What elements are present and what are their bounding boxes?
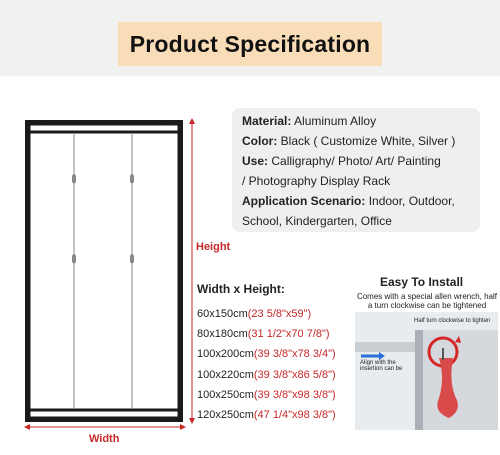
size-row: 100x220cm(39 3/8"x86 5/8") — [197, 369, 336, 381]
spec-use-cont: / Photography Display Rack — [242, 174, 391, 188]
size-row: 120x250cm(47 1/4"x98 3/8") — [197, 409, 336, 421]
sizes-heading: Width x Height: — [197, 282, 285, 296]
width-label: Width — [89, 433, 120, 445]
size-row: 60x150cm(23 5/8"x59") — [197, 308, 312, 320]
height-label: Height — [196, 241, 231, 253]
spec-color: Color: Black ( Customize White, Silver ) — [242, 134, 456, 148]
spec-material: Material: Aluminum Alloy — [242, 114, 377, 128]
spec-box — [232, 108, 480, 232]
page-title: Product Specification — [129, 30, 371, 57]
install-subtitle: Comes with a special allen wrench, half a turn clockwise can be tightened — [356, 292, 498, 310]
frame-illustration — [25, 120, 183, 422]
size-row: 80x180cm(31 1/2"x70 7/8") — [197, 328, 330, 340]
title-banner — [118, 22, 382, 66]
install-note-align: Align with the insertion can be — [360, 360, 403, 372]
spec-scenario-cont: School, Kindergarten, Office — [242, 214, 392, 228]
install-note-turn: Half turn clockwise to tighten — [414, 318, 491, 324]
size-row: 100x200cm(39 3/8"x78 3/4") — [197, 348, 336, 360]
spec-scenario: Application Scenario: Indoor, Outdoor, — [242, 194, 455, 208]
install-title: Easy To Install — [380, 275, 464, 289]
size-row: 100x250cm(39 3/8"x98 3/8") — [197, 389, 336, 401]
width-arrow — [24, 421, 186, 433]
spec-use: Use: Calligraphy/ Photo/ Art/ Painting — [242, 154, 441, 168]
display-frame-image — [25, 120, 183, 422]
